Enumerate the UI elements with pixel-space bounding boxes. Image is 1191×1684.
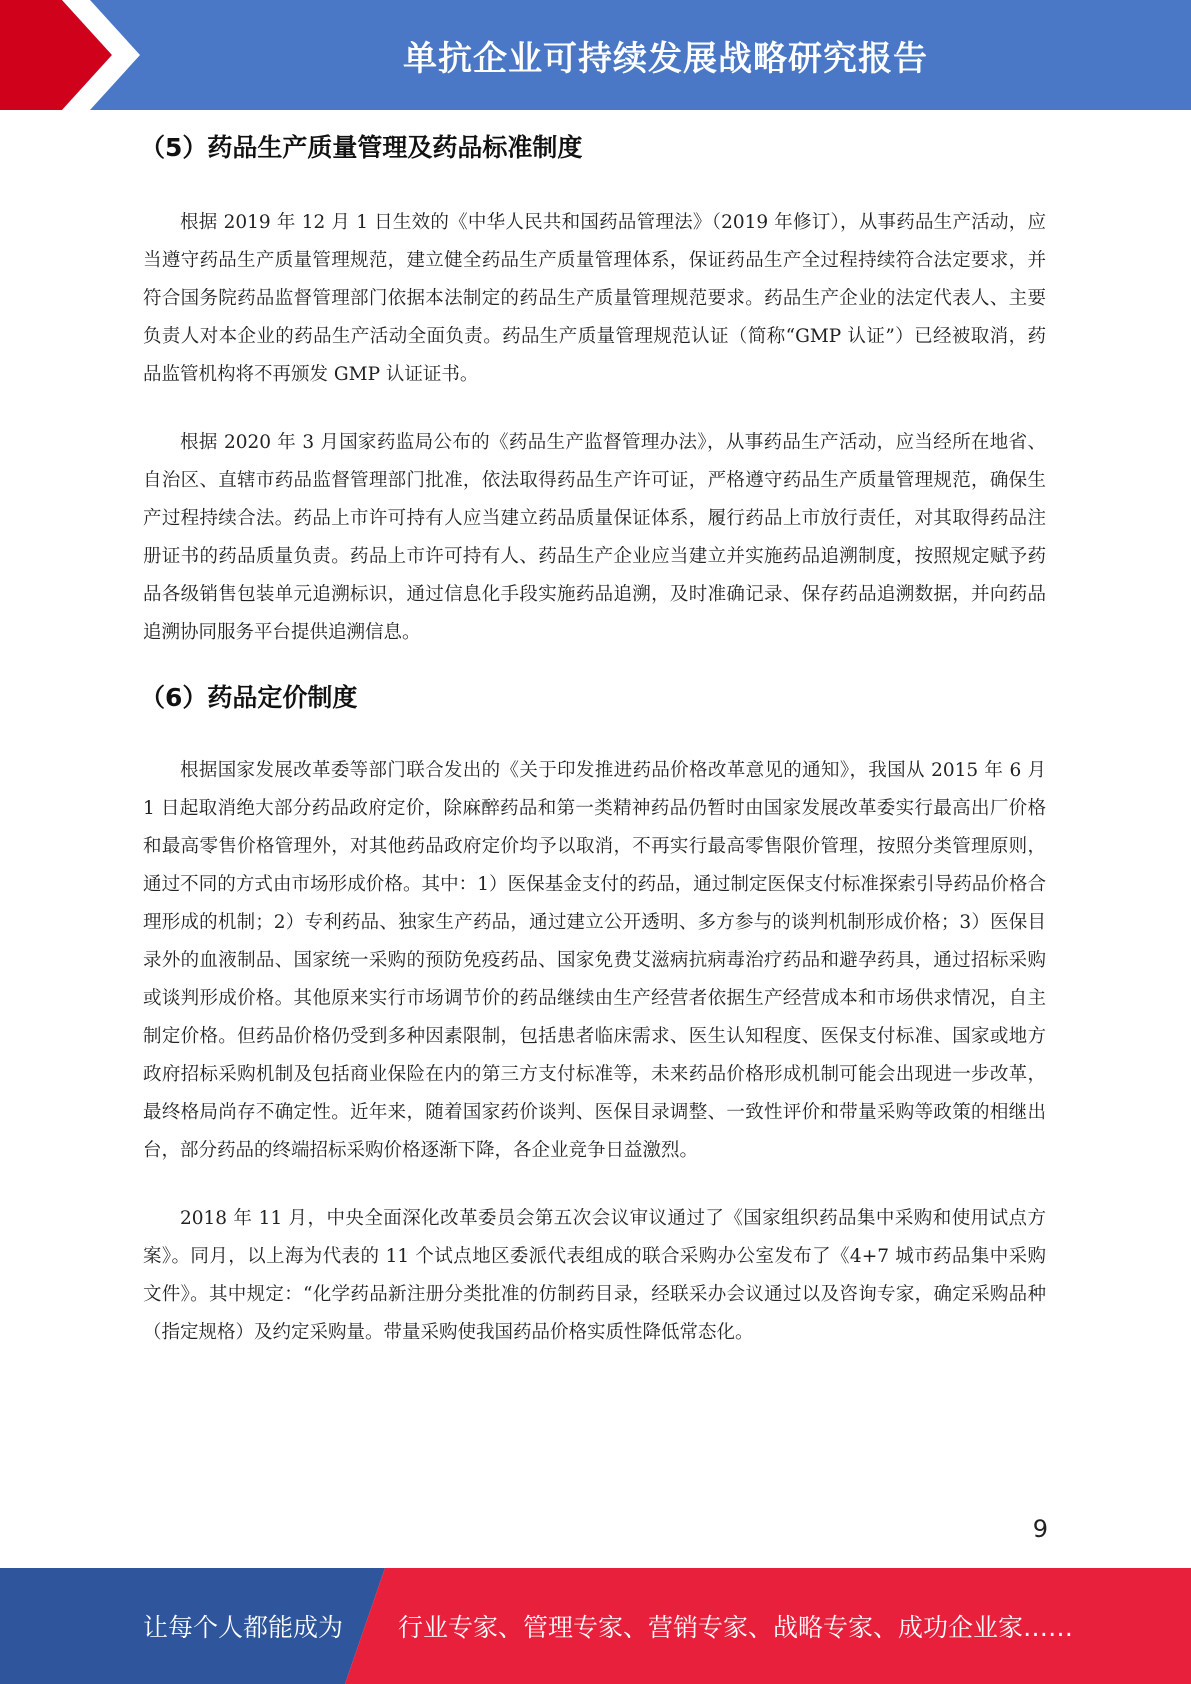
page-content [140, 120, 1047, 1352]
footer-slogan-right: 行业专家、管理专家、营销专家、战略专家、成功企业家…… [398, 1613, 1074, 1642]
paragraph: 根据 2020 年 3 月国家药监局公布的《药品生产监督管理办法》，从事药品生产活动，应当经所在地省、自治区、直辖市药品监督管理部门批准，依法取得药品生产许可证，严格遵守药品生产质量管理规范，确保生产过程持续合法。药品上市许可持有人应当建立药品质量保证体系，履行药品上市放行责任，对其取得药品注册证书的药品质量负责。药品上市许可持有人、药品生产企业应当建立并实施药品追溯制度，按照规定赋予药品各级销售包装单元追溯标识，通过信息化手段实施药品追溯，及时准确记录、保存药品追溯数据，并向药品追溯协同服务平台提供追溯信息。 [143, 432, 1046, 643]
section-heading-5: （5）药品生产质量管理及药品标准制度 [140, 133, 583, 162]
header-band [0, 0, 1191, 110]
paragraph: 根据 2019 年 12 月 1 日生效的《中华人民共和国药品管理法》（2019 年修订），从事药品生产活动，应当遵守药品生产质量管理规范，建立健全药品生产质量管理体系，保证药品生产全过程持续符合法定要求，并符合国务院药品监督管理部门依据本法制定的药品生产质量管理规范要求。药品生产企业的法定代表人、主要负责人对本企业的药品生产活动全面负责。药品生产质量管理规范认证（简称“GMP 认证”）已经被取消，药品监管机构将不再颁发 GMP 认证证书。 [143, 212, 1047, 385]
header-chevron-decoration [0, 0, 160, 110]
document-title: 单抗企业可持续发展战略研究报告 [403, 38, 928, 79]
paragraph: 根据国家发展改革委等部门联合发出的《关于印发推进药品价格改革意见的通知》，我国从 2015 年 6 月 1 日起取消绝大部分药品政府定价，除麻醉药品和第一类精神药品仍暂时由国家发展改革委实行最高出厂价格和最高零售价格管理外，对其他药品政府定价均予以取消，不再实行最高零售限价管理，按照分类管理原则，通过不同的方式由市场形成价格。其中：1）医保基金支付的药品，通过制定医保支付标准探索引导药品价格合理形成的机制；2）专利药品、独家生产药品，通过建立公开透明、多方参与的谈判机制形成价格；3）医保目录外的血液制品、国家统一采购的预防免疫药品、国家免费艾滋病抗病毒治疗药品和避孕药具，通过招标采购或谈判形成价格。其他原来实行市场调节价的药品继续由生产经营者依据生产经营成本和市场供求情况，自主制定价格。但药品价格仍受到多种因素限制，包括患者临床需求、医生认知程度、医保支付标准、国家或地方政府招标采购机制及包括商业保险在内的第三方支付标准等，未来药品价格形成机制可能会出现进一步改革，最终格局尚存不确定性。近年来，随着国家药价谈判、医保目录调整、一致性评价和带量采购等政策的相继出台，部分药品的终端招标采购价格逐渐下降，各企业竞争日益激烈。 [143, 760, 1046, 1161]
page-number: 9 [1032, 1515, 1048, 1543]
paragraph: 2018 年 11 月，中央全面深化改革委员会第五次会议审议通过了《国家组织药品集中采购和使用试点方案》。同月，以上海为代表的 11 个试点地区委派代表组成的联合采购办公室发布了《4+7 城市药品集中采购文件》。其中规定：“化学药品新注册分类批准的仿制药目录，经联采办会议通过以及咨询专家，确定采购品种（指定规格）及约定采购量。带量采购使我国药品价格实质性降低常态化。 [143, 1208, 1046, 1343]
footer-band [0, 1568, 1191, 1684]
footer-slogan-left: 让每个人都能成为 [143, 1613, 344, 1642]
section-heading-6: （6）药品定价制度 [140, 683, 358, 712]
